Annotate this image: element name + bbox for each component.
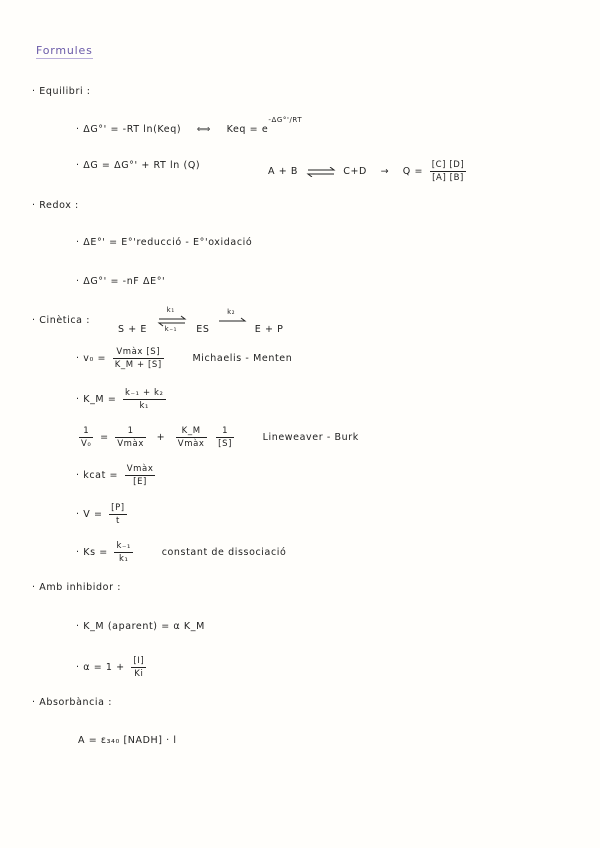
alpha-label: · α = 1 + bbox=[76, 662, 125, 673]
lb-plus: + bbox=[156, 432, 166, 443]
v0-label: · v₀ = bbox=[76, 353, 107, 364]
section-equilibri: · Equilibri : bbox=[32, 86, 91, 97]
reaction-products: C+D bbox=[343, 166, 367, 177]
section-inhibidor: · Amb inhibidor : bbox=[32, 582, 122, 593]
lb-t2-num: K_M bbox=[176, 426, 207, 438]
lb-lhs-den: V₀ bbox=[81, 439, 92, 449]
implies-arrow: → bbox=[380, 166, 390, 177]
formula-delta-e: · ΔE°' = E°'reducció - E°'oxidació bbox=[76, 237, 253, 248]
reaction-reactants: A + B bbox=[268, 166, 299, 177]
k1-label: k₁ bbox=[166, 306, 175, 314]
k-minus1-label: k₋₁ bbox=[164, 325, 178, 333]
formula-gibbs-redox: · ΔG°' = -nF ΔE°' bbox=[76, 276, 166, 287]
formula-beer-lambert: A = ε₃₄₀ [NADH] · l bbox=[78, 735, 177, 746]
ks-label: · Ks = bbox=[76, 547, 108, 558]
formula-lineweaver-burk bbox=[76, 426, 359, 449]
kcat-numerator: Vmàx bbox=[126, 464, 154, 474]
reaction-equilibrium bbox=[268, 160, 469, 183]
v-fraction bbox=[109, 503, 127, 526]
kcat-fraction bbox=[125, 464, 156, 487]
q-label: Q = bbox=[402, 166, 424, 177]
gibbs-q-left: · ΔG = ΔG°' + RT ln (Q) bbox=[76, 160, 201, 171]
v-numerator: [P] bbox=[111, 503, 125, 513]
ks-numerator: k₋₁ bbox=[116, 541, 132, 551]
gibbs-standard-left: · ΔG°' = -RT ln(Keq) bbox=[76, 124, 182, 136]
kcat-label: · kcat = bbox=[76, 470, 119, 481]
lb-t1-den: Vmàx bbox=[117, 439, 144, 449]
km-fraction bbox=[123, 388, 165, 411]
formula-alpha bbox=[76, 656, 149, 679]
v-denominator: t bbox=[115, 516, 120, 526]
ks-note: constant de dissociació bbox=[161, 547, 287, 558]
enzyme-reactants: S + E bbox=[118, 323, 148, 335]
formula-km bbox=[76, 388, 169, 411]
formula-velocity bbox=[76, 503, 130, 526]
km-numerator: k₋₁ + k₂ bbox=[125, 388, 164, 398]
equilibrium-arrow-icon bbox=[306, 167, 336, 177]
lb-t2-den: Vmàx bbox=[177, 439, 205, 449]
v0-denominator: K_M + [S] bbox=[114, 360, 162, 370]
alpha-fraction bbox=[131, 656, 146, 679]
v0-numerator: Vmàx [S] bbox=[113, 347, 164, 359]
keq-exponent: -ΔG°'/RT bbox=[268, 116, 303, 124]
q-fraction bbox=[430, 160, 467, 183]
es-complex: ES bbox=[196, 323, 210, 335]
formula-gibbs-q bbox=[76, 160, 200, 171]
enzyme-products: E + P bbox=[254, 323, 284, 335]
formula-km-apparent: · K_M (aparent) = α K_M bbox=[76, 621, 205, 632]
ks-denominator: k₁ bbox=[118, 554, 129, 564]
kcat-denominator: [E] bbox=[133, 477, 147, 487]
lb-equals: = bbox=[100, 432, 109, 443]
km-label: · K_M = bbox=[76, 394, 117, 405]
formula-kcat bbox=[76, 464, 158, 487]
alpha-denominator: Ki bbox=[134, 669, 144, 679]
page-title: Formules bbox=[36, 44, 93, 57]
formula-ks bbox=[76, 541, 286, 564]
enzyme-reaction bbox=[118, 308, 284, 334]
keq-expression: Keq = e bbox=[226, 124, 269, 136]
lb-term2 bbox=[176, 426, 207, 449]
v0-fraction bbox=[113, 347, 164, 370]
lb-t3-den: [S] bbox=[218, 439, 232, 449]
formula-v0 bbox=[76, 347, 292, 370]
q-numerator: [C] [D] bbox=[431, 160, 465, 170]
k2-label: k₂ bbox=[227, 308, 236, 316]
lb-term1 bbox=[115, 426, 146, 449]
section-absorbancia: · Absorbància : bbox=[32, 697, 113, 708]
lb-lhs bbox=[79, 426, 93, 449]
lb-term3 bbox=[216, 426, 234, 449]
formula-gibbs-standard bbox=[76, 116, 303, 136]
alpha-numerator: [I] bbox=[133, 656, 145, 666]
km-denominator: k₁ bbox=[139, 401, 150, 411]
lb-note: Lineweaver - Burk bbox=[262, 432, 359, 443]
v0-note: Michaelis - Menten bbox=[192, 353, 293, 364]
v-label: · V = bbox=[76, 509, 103, 520]
lb-t3-num: 1 bbox=[216, 426, 234, 438]
lb-t1-num: 1 bbox=[115, 426, 146, 438]
q-denominator: [A] [B] bbox=[432, 173, 464, 183]
reversible-arrow-icon bbox=[157, 308, 187, 334]
lb-lhs-num: 1 bbox=[79, 426, 93, 438]
forward-arrow-icon bbox=[217, 308, 247, 334]
iff-symbol: ⟺ bbox=[196, 124, 211, 136]
section-redox: · Redox : bbox=[32, 200, 79, 211]
section-cinetica: · Cinètica : bbox=[32, 315, 91, 326]
ks-fraction bbox=[114, 541, 133, 564]
